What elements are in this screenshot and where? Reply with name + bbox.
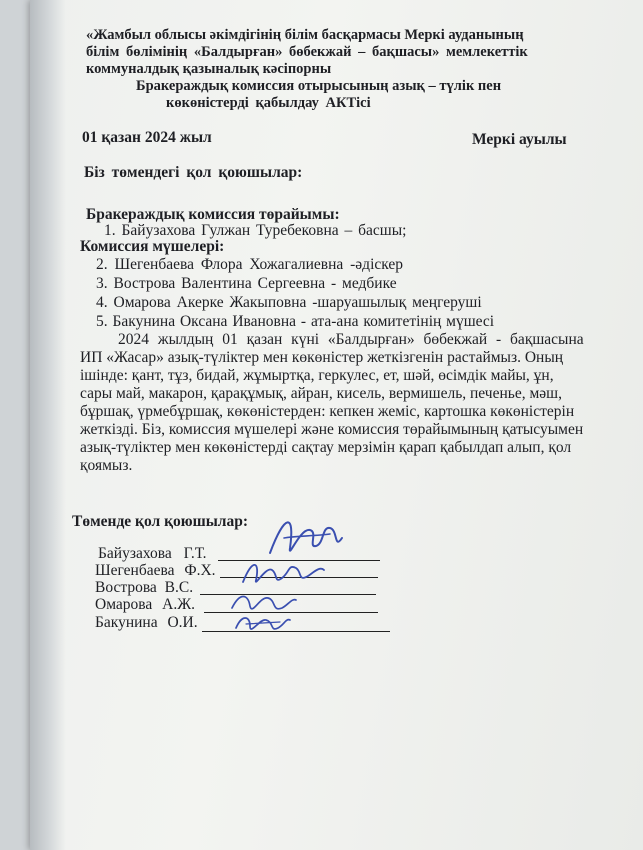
intro-text: Біз төмендегі қол қоюшылар:: [84, 164, 303, 181]
doc-title-line-1: Бракераждық комиссия отырысының азық – түлік пен: [136, 78, 502, 94]
chair-name: 1. Байузахова Гулжан Туребековна – басшы;: [104, 222, 407, 239]
body-line: жеткізді. Біз, комиссия мүшелері және комиссия төрайымының қатысуымен: [80, 421, 584, 438]
signature-name: Вострова В.С.: [95, 579, 194, 596]
body-line: қоямыз.: [80, 457, 133, 474]
signature-name: Шегенбаева Ф.Х.: [95, 562, 216, 579]
header-line-3: коммуналдық қазыналық кәсіпорны: [86, 61, 332, 77]
member-item: 5. Бакунина Оксана Ивановна - ата-ана комитетінің мүшесі: [96, 313, 495, 330]
body-line: бұршақ, үрмебұршақ, көкөністерден: кепкен жеміс, картошка көкөністерін: [80, 403, 575, 420]
member-item: 3. Вострова Валентина Сергеевна - медбике: [96, 275, 397, 292]
page-edge-shadow: [30, 0, 66, 850]
body-line: ішінде: қант, тұз, бидай, жұмыртқа, геркулес, ет, шәй, өсімдік майы, ұн,: [80, 367, 554, 384]
header-line-1: «Жамбыл облысы әкімдігінің білім басқармасы Меркі ауданының: [86, 27, 524, 43]
signature-name: Омарова А.Ж.: [95, 596, 195, 613]
member-item: 2. Шегенбаева Флора Хожагалиевна -әдіскер: [96, 256, 404, 273]
header-line-2: білім бөлімінің «Балдырған» бөбекжай – бақшасы» мемлекеттік: [86, 44, 528, 60]
body-line: азық-түліктер мен көкөністерді сақтау мерзімін қарап қабылдап алып, қол: [80, 439, 572, 456]
doc-title-line-2: көкөністерді қабылдау АКТісі: [166, 95, 371, 111]
document-place: Меркі ауылы: [472, 131, 567, 148]
handwritten-signature-4: [232, 610, 292, 638]
document-date: 01 қазан 2024 жыл: [82, 129, 212, 146]
body-line: ИП «Жасар» азық-түліктер мен көкөністер жеткізгенін растаймыз. Оның: [80, 349, 564, 366]
signature-name: Бакунина О.И.: [95, 614, 198, 631]
signature-name: Байузахова Г.Т.: [98, 545, 207, 562]
member-item: 4. Омарова Акерке Жакыповна -шаруашылық меңгеруші: [96, 294, 482, 311]
body-line: сары май, макарон, қарақұмық, айран, кисель, вермишель, печенье, мәш,: [80, 385, 562, 402]
members-label: Комиссия мүшелері:: [80, 238, 225, 255]
signature-line: [202, 631, 390, 632]
chair-label: Бракераждық комиссия төрайымы:: [86, 206, 340, 223]
body-line: 2024 жылдың 01 қазан күні «Балдырған» бөбекжай - бақшасына: [118, 331, 584, 348]
signatures-label: Төменде қол қоюшылар:: [72, 513, 249, 530]
